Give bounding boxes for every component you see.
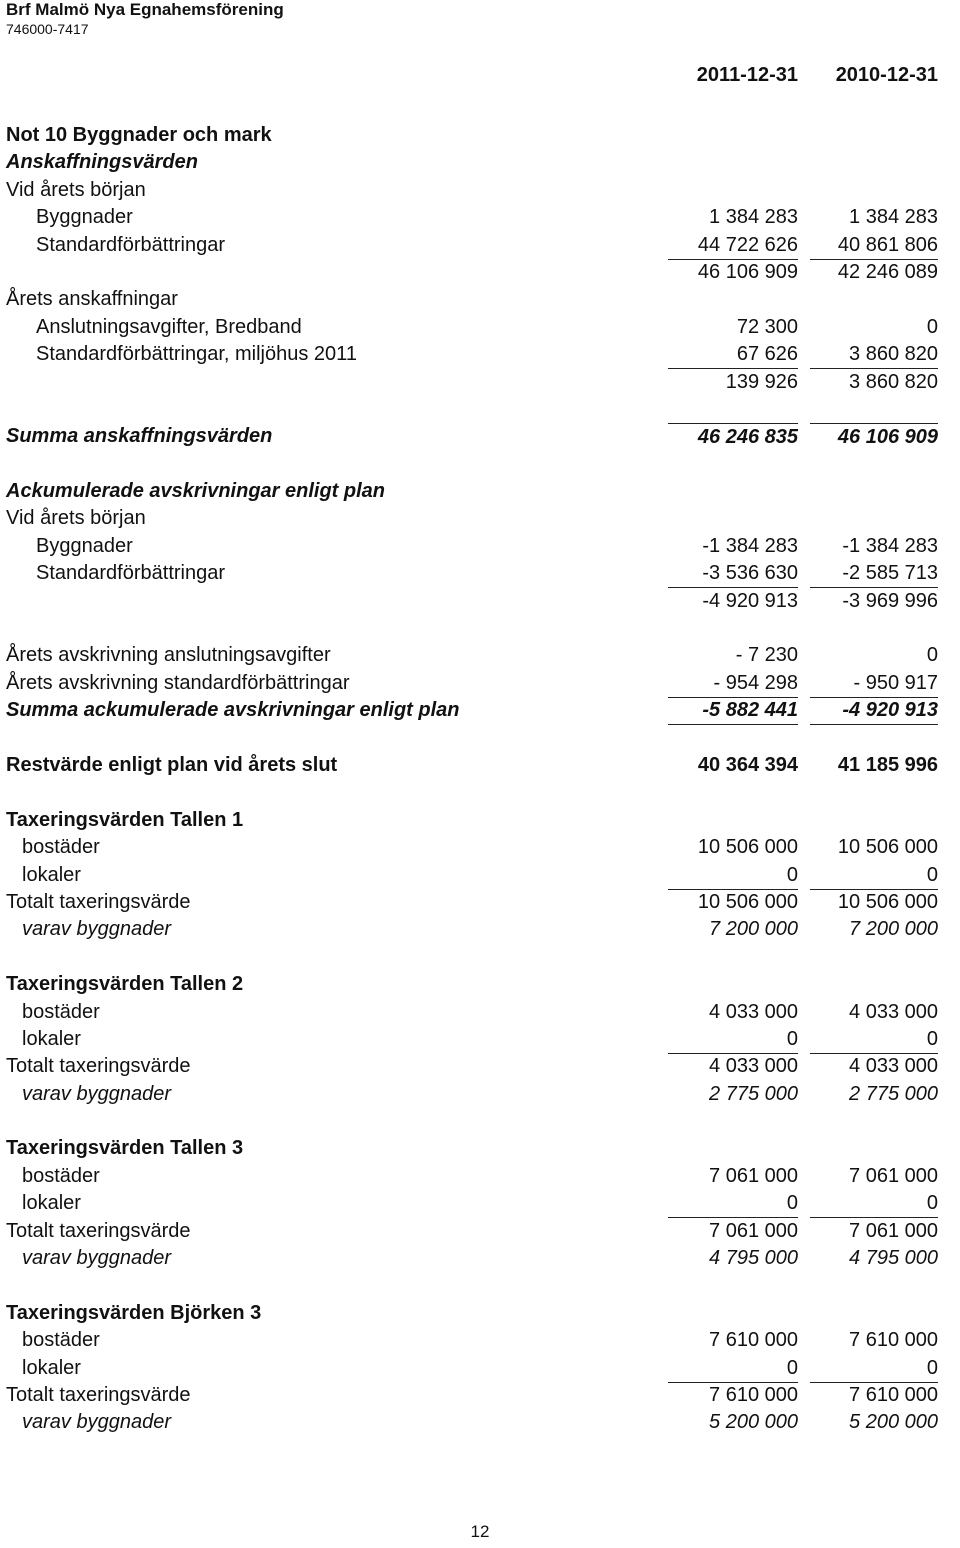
table-row (0, 944, 960, 971)
value-2010: -2 585 713 (810, 560, 938, 588)
value-2010: 0 (810, 1026, 938, 1054)
table-row (0, 642, 960, 669)
table-row (0, 560, 960, 587)
table-row (0, 505, 960, 532)
table-row (0, 369, 960, 396)
row-label: Taxeringsvärden Björken 3 (6, 1301, 262, 1324)
value-2011: 2 775 000 (709, 1082, 798, 1105)
table-row (0, 122, 960, 149)
row-label: Byggnader (36, 206, 133, 229)
row-label: Vid årets början (6, 507, 146, 530)
value-2010: -1 384 283 (842, 534, 938, 557)
value-2010: 42 246 089 (837, 260, 938, 283)
row-label: Årets anskaffningar (6, 288, 178, 311)
value-2010: -3 969 996 (842, 589, 938, 612)
value-2011: - 7 230 (735, 644, 798, 667)
table-row (0, 423, 960, 450)
organization-name: Brf Malmö Nya Egnahemsförening (6, 0, 284, 19)
table-row (0, 1382, 960, 1409)
value-2011: -5 882 441 (668, 697, 798, 725)
value-2010: 0 (810, 1355, 938, 1383)
value-2011: 40 364 394 (697, 753, 798, 776)
table-row (0, 396, 960, 423)
table-row (0, 451, 960, 478)
organization-number: 746000-7417 (6, 21, 89, 37)
value-2011: 67 626 (668, 341, 798, 369)
table-row (0, 232, 960, 259)
table-row (0, 1081, 960, 1108)
value-2011: 7 200 000 (709, 918, 798, 941)
value-2010: 0 (926, 644, 938, 667)
table-row (0, 862, 960, 889)
table-row (0, 779, 960, 806)
row-label: bostäder (22, 836, 100, 859)
column-header-2011: 2011-12-31 (696, 64, 798, 86)
value-2011: 46 246 835 (668, 423, 798, 451)
value-2010: 3 860 820 (810, 341, 938, 369)
table-row (0, 177, 960, 204)
table-row (0, 1327, 960, 1354)
value-2011: 0 (668, 862, 798, 890)
row-label: Årets avskrivning anslutningsavgifter (6, 644, 331, 667)
value-2010: 41 185 996 (837, 753, 938, 776)
row-label: Summa ackumulerade avskrivningar enligt plan (6, 699, 460, 722)
value-2010: 0 (810, 1190, 938, 1218)
row-label: varav byggnader (22, 918, 171, 941)
row-label: Taxeringsvärden Tallen 2 (6, 973, 244, 996)
value-2010: 10 506 000 (837, 836, 938, 859)
value-2011: 10 506 000 (697, 836, 798, 859)
row-label: lokaler (22, 1192, 81, 1215)
row-label: lokaler (22, 863, 81, 886)
row-label: Not 10 Byggnader och mark (6, 124, 272, 146)
table-row (0, 1190, 960, 1217)
row-label: Byggnader (36, 534, 133, 557)
row-label: bostäder (22, 1164, 100, 1187)
row-label: Restvärde enligt plan vid årets slut (6, 753, 338, 776)
table-row (0, 1108, 960, 1135)
value-2010: 7 061 000 (849, 1219, 938, 1242)
value-2010: - 950 917 (810, 670, 938, 698)
row-label: Standardförbättringar (36, 562, 226, 585)
row-label: Taxeringsvärden Tallen 1 (6, 808, 244, 831)
value-2010: 40 861 806 (810, 232, 938, 260)
page-number: 12 (470, 1522, 490, 1541)
table-row (0, 286, 960, 313)
table-row (0, 807, 960, 834)
value-2010: 7 610 000 (849, 1383, 938, 1406)
row-label: Totalt taxeringsvärde (6, 1383, 191, 1406)
value-2010: 4 033 000 (849, 1055, 938, 1078)
row-label: bostäder (22, 1000, 100, 1023)
row-label: lokaler (22, 1356, 81, 1379)
row-label: varav byggnader (22, 1247, 171, 1270)
value-2010: -4 920 913 (810, 697, 938, 725)
value-2010: 7 200 000 (849, 918, 938, 941)
table-row (0, 1245, 960, 1272)
value-2011: 5 200 000 (709, 1411, 798, 1434)
value-2010: 5 200 000 (849, 1411, 938, 1434)
value-2011: -4 920 913 (702, 589, 798, 612)
value-2011: -1 384 283 (702, 534, 798, 557)
value-2011: 4 795 000 (709, 1247, 798, 1270)
value-2011: 7 061 000 (709, 1164, 798, 1187)
table-row (0, 889, 960, 916)
table-row (0, 999, 960, 1026)
table-row (0, 478, 960, 505)
table-row (0, 916, 960, 943)
table-row (0, 1135, 960, 1162)
row-label: Summa anskaffningsvärden (6, 425, 273, 448)
value-2010: 4 795 000 (849, 1247, 938, 1270)
value-2010: 4 033 000 (849, 1000, 938, 1023)
value-2011: -3 536 630 (668, 560, 798, 588)
value-2010: 3 860 820 (849, 370, 938, 393)
value-2011: 7 610 000 (709, 1329, 798, 1352)
row-label: Anslutningsavgifter, Bredband (36, 315, 302, 338)
table-row (0, 615, 960, 642)
table-row (0, 1355, 960, 1382)
row-label: Taxeringsvärden Tallen 3 (6, 1137, 244, 1160)
table-row (0, 697, 960, 724)
value-2011: 0 (668, 1355, 798, 1383)
table-row (0, 314, 960, 341)
table-row (0, 588, 960, 615)
value-2010: 1 384 283 (849, 206, 938, 229)
table-row (0, 1218, 960, 1245)
row-label: Standardförbättringar (36, 233, 226, 256)
value-2011: 139 926 (725, 370, 798, 393)
row-label: Ackumulerade avskrivningar enligt plan (6, 480, 386, 503)
table-row (0, 1163, 960, 1190)
value-2010: 2 775 000 (849, 1082, 938, 1105)
value-2010: 7 610 000 (849, 1329, 938, 1352)
table-row (0, 259, 960, 286)
value-2011: 4 033 000 (709, 1055, 798, 1078)
value-2011: - 954 298 (668, 670, 798, 698)
table-row (0, 752, 960, 779)
row-label: Anskaffningsvärden (6, 151, 198, 174)
table-row (0, 1300, 960, 1327)
value-2010: 10 506 000 (837, 890, 938, 913)
value-2011: 1 384 283 (709, 206, 798, 229)
value-2011: 10 506 000 (697, 890, 798, 913)
row-label: Vid årets början (6, 178, 146, 201)
table-row (0, 204, 960, 231)
table-row (0, 341, 960, 368)
table-row (0, 834, 960, 861)
row-label: varav byggnader (22, 1082, 171, 1105)
table-row (0, 971, 960, 998)
row-label: bostäder (22, 1329, 100, 1352)
table-row (0, 149, 960, 176)
row-label: Totalt taxeringsvärde (6, 1219, 191, 1242)
value-2011: 7 061 000 (709, 1219, 798, 1242)
value-2011: 72 300 (736, 315, 798, 338)
value-2010: 0 (810, 862, 938, 890)
table-row (0, 1409, 960, 1436)
value-2011: 7 610 000 (709, 1383, 798, 1406)
value-2010: 0 (926, 315, 938, 338)
value-2010: 7 061 000 (849, 1164, 938, 1187)
table-row (0, 725, 960, 752)
table-row (0, 1272, 960, 1299)
table-row (0, 533, 960, 560)
value-2011: 0 (668, 1190, 798, 1218)
table-row (0, 1053, 960, 1080)
value-2010: 46 106 909 (810, 423, 938, 451)
value-2011: 0 (668, 1026, 798, 1054)
table-row (0, 670, 960, 697)
value-2011: 4 033 000 (709, 1000, 798, 1023)
row-label: Årets avskrivning standardförbättringar (6, 671, 350, 694)
value-2011: 44 722 626 (668, 232, 798, 260)
row-label: varav byggnader (22, 1411, 171, 1434)
note-table (0, 122, 960, 1437)
row-label: Totalt taxeringsvärde (6, 890, 191, 913)
row-label: Totalt taxeringsvärde (6, 1055, 191, 1078)
row-label: lokaler (22, 1027, 81, 1050)
row-label: Standardförbättringar, miljöhus 2011 (36, 343, 357, 366)
value-2011: 46 106 909 (697, 260, 798, 283)
column-header-2010: 2010-12-31 (835, 64, 938, 86)
table-row (0, 1026, 960, 1053)
